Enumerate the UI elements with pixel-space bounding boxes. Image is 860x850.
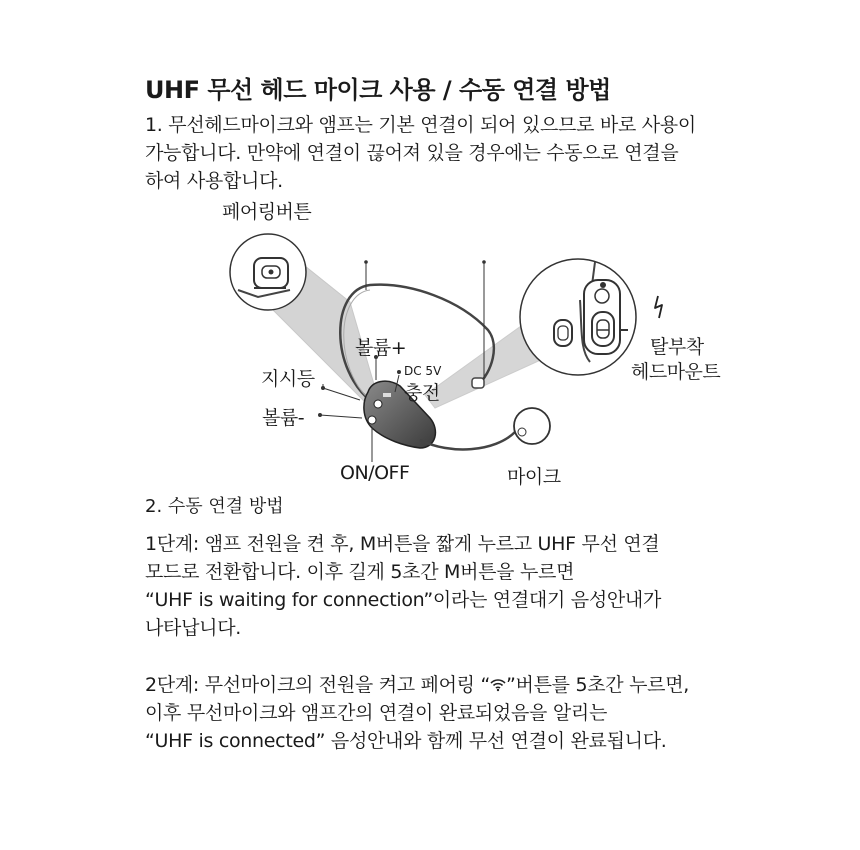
volume-down-label: 볼륨- xyxy=(262,407,305,429)
step1-line: 나타납니다. xyxy=(145,617,242,639)
step1-line: 1단계: 앰프 전원을 켠 후, M버튼을 짧게 누르고 UHF 무선 연결 xyxy=(145,533,660,555)
volume-up-label: 볼륨+ xyxy=(355,337,407,359)
indicator-label: 지시등 xyxy=(261,368,315,390)
step2-paragraph xyxy=(145,671,689,755)
intro-line: 하여 사용합니다. xyxy=(145,170,283,192)
step2-line xyxy=(145,671,689,699)
head-mount-label: 헤드마운트 xyxy=(631,361,721,383)
detachable-label: 탈부착 xyxy=(650,336,704,358)
step1-line: “UHF is waiting for connection”이라는 연결대기 음성안내가 xyxy=(145,589,662,611)
dc5v-label: DC 5V xyxy=(404,364,442,378)
detach-arrow-icon xyxy=(655,296,662,318)
charging-label: 충전 xyxy=(404,382,440,404)
step1-paragraph xyxy=(145,530,661,642)
on-off-label: ON/OFF xyxy=(340,462,410,484)
step1-line: 모드로 전환합니다. 이후 길게 5초간 M버튼을 누르면 xyxy=(145,561,575,583)
intro-line: 가능합니다. 만약에 연결이 끊어져 있을 경우에는 수동으로 연결을 xyxy=(145,142,679,164)
mic-label: 마이크 xyxy=(507,466,561,488)
section2-heading: 2. 수동 연결 방법 xyxy=(145,496,284,517)
pairing-button-label: 페어링버튼 xyxy=(222,201,312,223)
mic-capsule xyxy=(514,408,550,444)
step2-line: 이후 무선마이크와 앰프간의 연결이 완료되었음을 알리는 xyxy=(145,702,607,724)
intro-line: 1. 무선헤드마이크와 앰프는 기본 연결이 되어 있으므로 바로 사용이 xyxy=(145,114,696,136)
step2-line-part: ”버튼를 5초간 누르면, xyxy=(506,674,689,696)
step2-line-part: 2단계: 무선마이크의 전원을 켜고 페어링 “ xyxy=(145,674,490,696)
page-title: UHF 무선 헤드 마이크 사용 / 수동 연결 방법 xyxy=(145,76,611,104)
step2-line: “UHF is connected” 음성안내와 함께 무선 연결이 완료됩니다. xyxy=(145,730,667,752)
wifi-icon xyxy=(490,678,506,692)
